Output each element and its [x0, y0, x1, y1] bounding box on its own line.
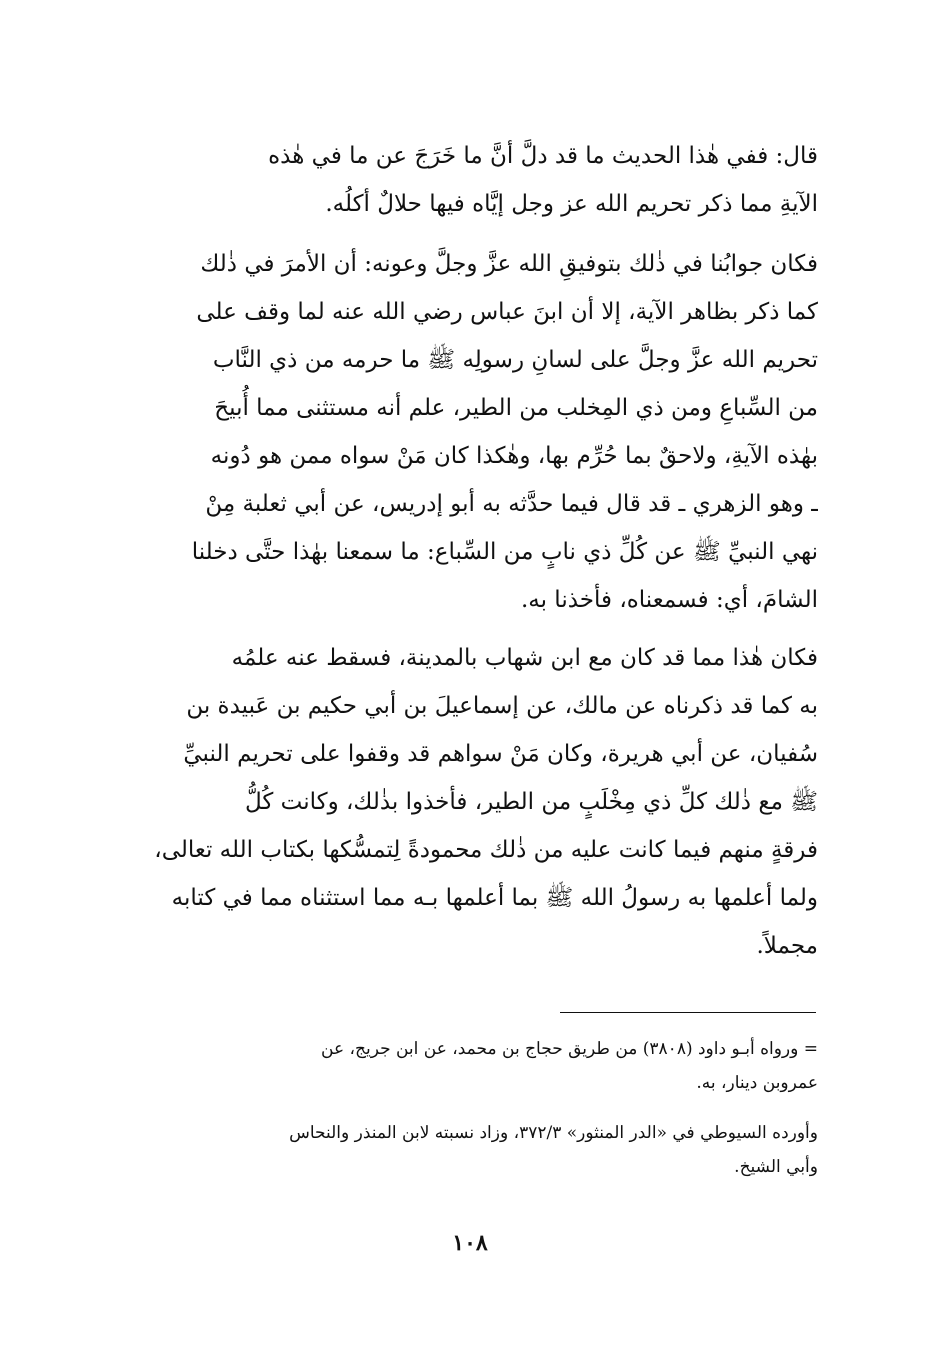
paragraph: [110, 132, 818, 228]
text-line: سُفيان، عن أبي هريرة، وكان مَنْ سواهم قد وقفوا على تحريم النبيِّ: [183, 741, 818, 767]
text-line: فكان هٰذا مما قد كان مع ابن شهاب بالمدينة، فسقط عنه علمُه: [231, 645, 818, 671]
footnote-line: وأورده السيوطي في «الدر المنثور» ٣٧٢/٣، وزاد نسبته لابن المنذر والنحاس: [289, 1123, 818, 1143]
text-line: فكان جوابُنا في ذٰلك بتوفيقِ الله عزَّ وجلَّ وعونه: أن الأمرَ في ذٰلك: [200, 251, 818, 277]
text-line: بهٰذه الآيةِ، ولاحقٌ بما حُرِّم بها، وهٰكذا كان مَنْ سواه ممن هو دُونه: [210, 443, 818, 469]
text-line: تحريم الله عزَّ وجلَّ على لسانِ رسولِه ﷺ ما حرمه من ذي النَّاب: [212, 347, 818, 373]
paragraph: [110, 634, 818, 970]
page-number: ١٠٨: [452, 1230, 488, 1256]
footnote-separator: [560, 1012, 816, 1013]
text-line: فرقةٍ منهم فيما كانت عليه من ذٰلك محمودةً لِتمسُّكها بكتاب الله تعالى،: [154, 837, 818, 863]
text-line: ولما أعلمها به رسولُ الله ﷺ بما أعلمها بـه مما استثناه مما في كتابه: [171, 885, 818, 911]
text-line: الآيةِ مما ذكر تحريم الله عز وجل إيَّاه فيها حلالٌ أكلُه.: [325, 191, 818, 217]
footnote-line: عمروبن دينار، به.: [696, 1073, 818, 1093]
footnote-line: وأبي الشيخ.: [734, 1157, 818, 1177]
text-line: كما ذكر بظاهر الآية، إلا أن ابنَ عباس رضي الله عنه لما وقف على: [196, 299, 818, 325]
footnotes: [110, 1032, 818, 1184]
footnote: [110, 1032, 818, 1100]
paragraph: [110, 240, 818, 624]
text-line: قال: ففي هٰذا الحديث ما قد دلَّ أنَّ ما خَرَجَ عن ما في هٰذه: [268, 143, 818, 169]
text-line: مجملاً.: [756, 933, 818, 959]
text-line: نهي النبيِّ ﷺ عن كُلِّ ذي نابٍ من السِّباع: ما سمعنا بهٰذا حتَّى دخلنا: [191, 539, 818, 565]
text-line: به كما قد ذكرناه عن مالك، عن إسماعيلَ بن أبي حكيم بن عَبيدة بن: [186, 693, 818, 719]
footnote: [110, 1116, 818, 1184]
text-line: ـ وهو الزهري ـ قد قال فيما حدَّثه به أبو إدريس، عن أبي ثعلبة مِنْ: [205, 491, 818, 517]
text-line: ﷺ مع ذٰلك كلِّ ذي مِخْلَبٍ من الطير، فأخذوا بذٰلك، وكانت كُلُّ: [244, 789, 818, 815]
text-line: من السِّباعِ ومن ذي المِخلب من الطير، علم أنه مستثنى مما أُبيحَ: [214, 395, 818, 421]
text-line: الشامَ، أي: فسمعناه، فأخذنا به.: [520, 587, 818, 613]
main-text: [110, 132, 818, 970]
footnote-line: = ورواه أبـو داود (٣٨٠٨) من طريق حجاج بن محمد، عن ابن جريج، عن: [321, 1039, 818, 1059]
